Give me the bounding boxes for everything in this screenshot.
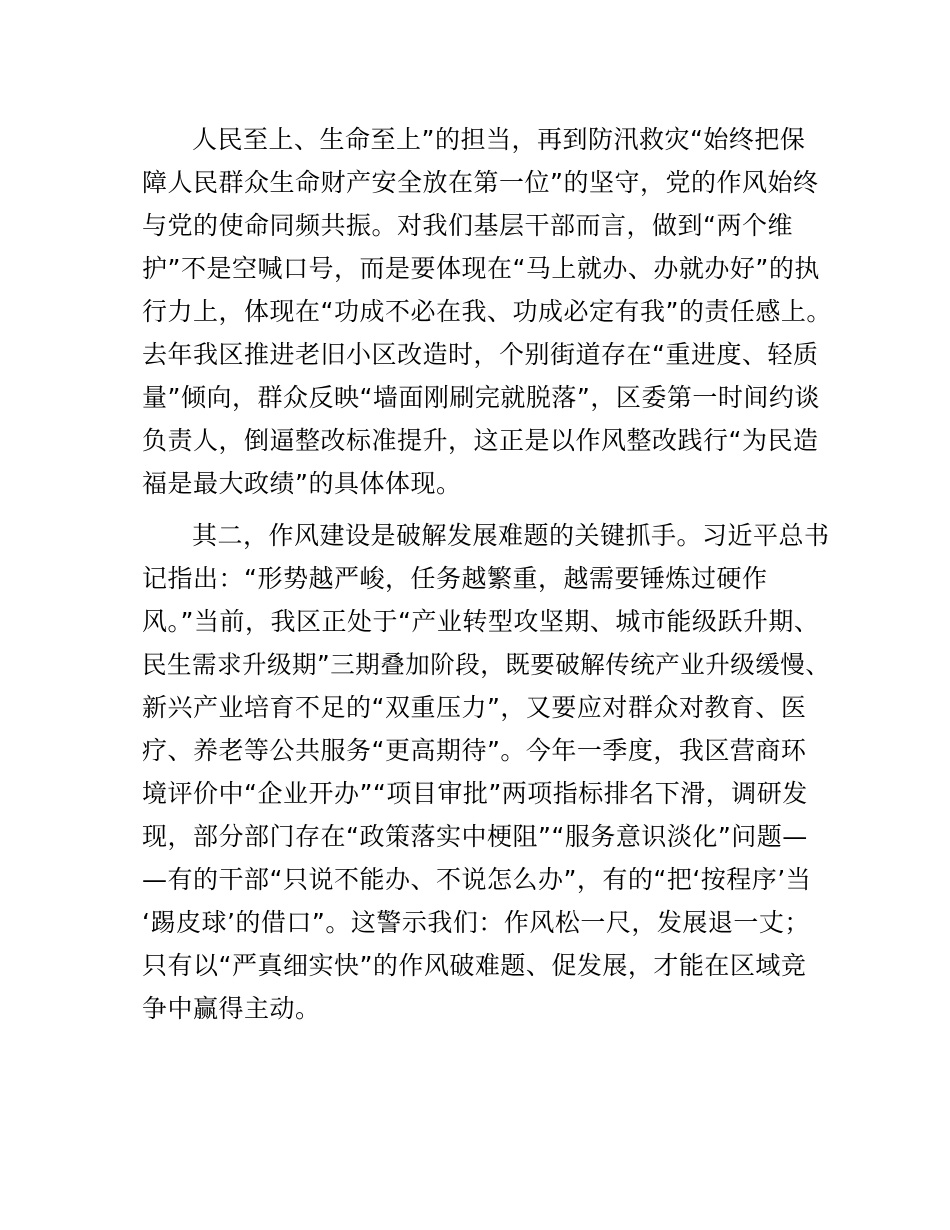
text-line: 疗、养老等公共服务“更高期待”。今年一季度，我区营商环	[142, 736, 807, 765]
text-line: 去年我区推进老旧小区改造时，个别街道存在“重进度、轻质	[142, 340, 819, 369]
text-line: 护”不是空喊口号，而是要体现在“马上就办、办就办好”的执	[142, 254, 820, 283]
paragraph-2	[142, 514, 832, 1030]
paragraph-1	[142, 118, 832, 505]
text-line: 与党的使命同频共振。对我们基层干部而言，做到“两个维	[142, 211, 793, 240]
text-line: 只有以“严真细实快”的作风破难题、促发展，才能在区域竞	[142, 951, 807, 980]
text-line: 福是最大政绩”的具体体现。	[142, 469, 462, 498]
text-line: 负责人，倒逼整改标准提升，这正是以作风整改践行“为民造	[142, 426, 819, 455]
text-line: 其二，作风建设是破解发展难题的关键抓手。习近平总书	[192, 521, 830, 550]
text-line: 障人民群众生命财产安全放在第一位”的坚守，党的作风始终	[142, 168, 819, 197]
text-line: 风。”当前，我区正处于“产业转型攻坚期、城市能级跃升期、	[142, 607, 820, 636]
text-line: 新兴产业培育不足的“双重压力”，又要应对群众对教育、医	[142, 693, 807, 722]
text-line: 现，部分部门存在“政策落实中梗阻”“服务意识淡化”问题—	[142, 822, 808, 851]
text-line: 境评价中“企业开办”“项目审批”两项指标排名下滑，调研发	[142, 779, 808, 808]
text-line: 争中赢得主动。	[142, 994, 321, 1023]
text-line: 记指出：“形势越严峻，任务越繁重，越需要锤炼过硬作	[142, 564, 768, 593]
text-line: 行力上，体现在“功成不必在我、功成必定有我”的责任感上。	[142, 297, 832, 326]
document-body	[142, 118, 832, 1030]
paragraph-spacer	[142, 505, 832, 514]
text-line: 量”倾向，群众反映“墙面刚刷完就脱落”，区委第一时间约谈	[142, 383, 820, 412]
text-line: ‘踢皮球’的借口”。这警示我们：作风松一尺，发展退一丈；	[142, 908, 810, 937]
text-line: 人民至上、生命至上”的担当，再到防汛救灾“始终把保	[192, 125, 806, 154]
text-line: 民生需求升级期”三期叠加阶段，既要破解传统产业升级缓慢、	[142, 650, 831, 679]
text-line: —有的干部“只说不能办、不说怎么办”，有的“把‘按程序’当	[142, 865, 812, 894]
